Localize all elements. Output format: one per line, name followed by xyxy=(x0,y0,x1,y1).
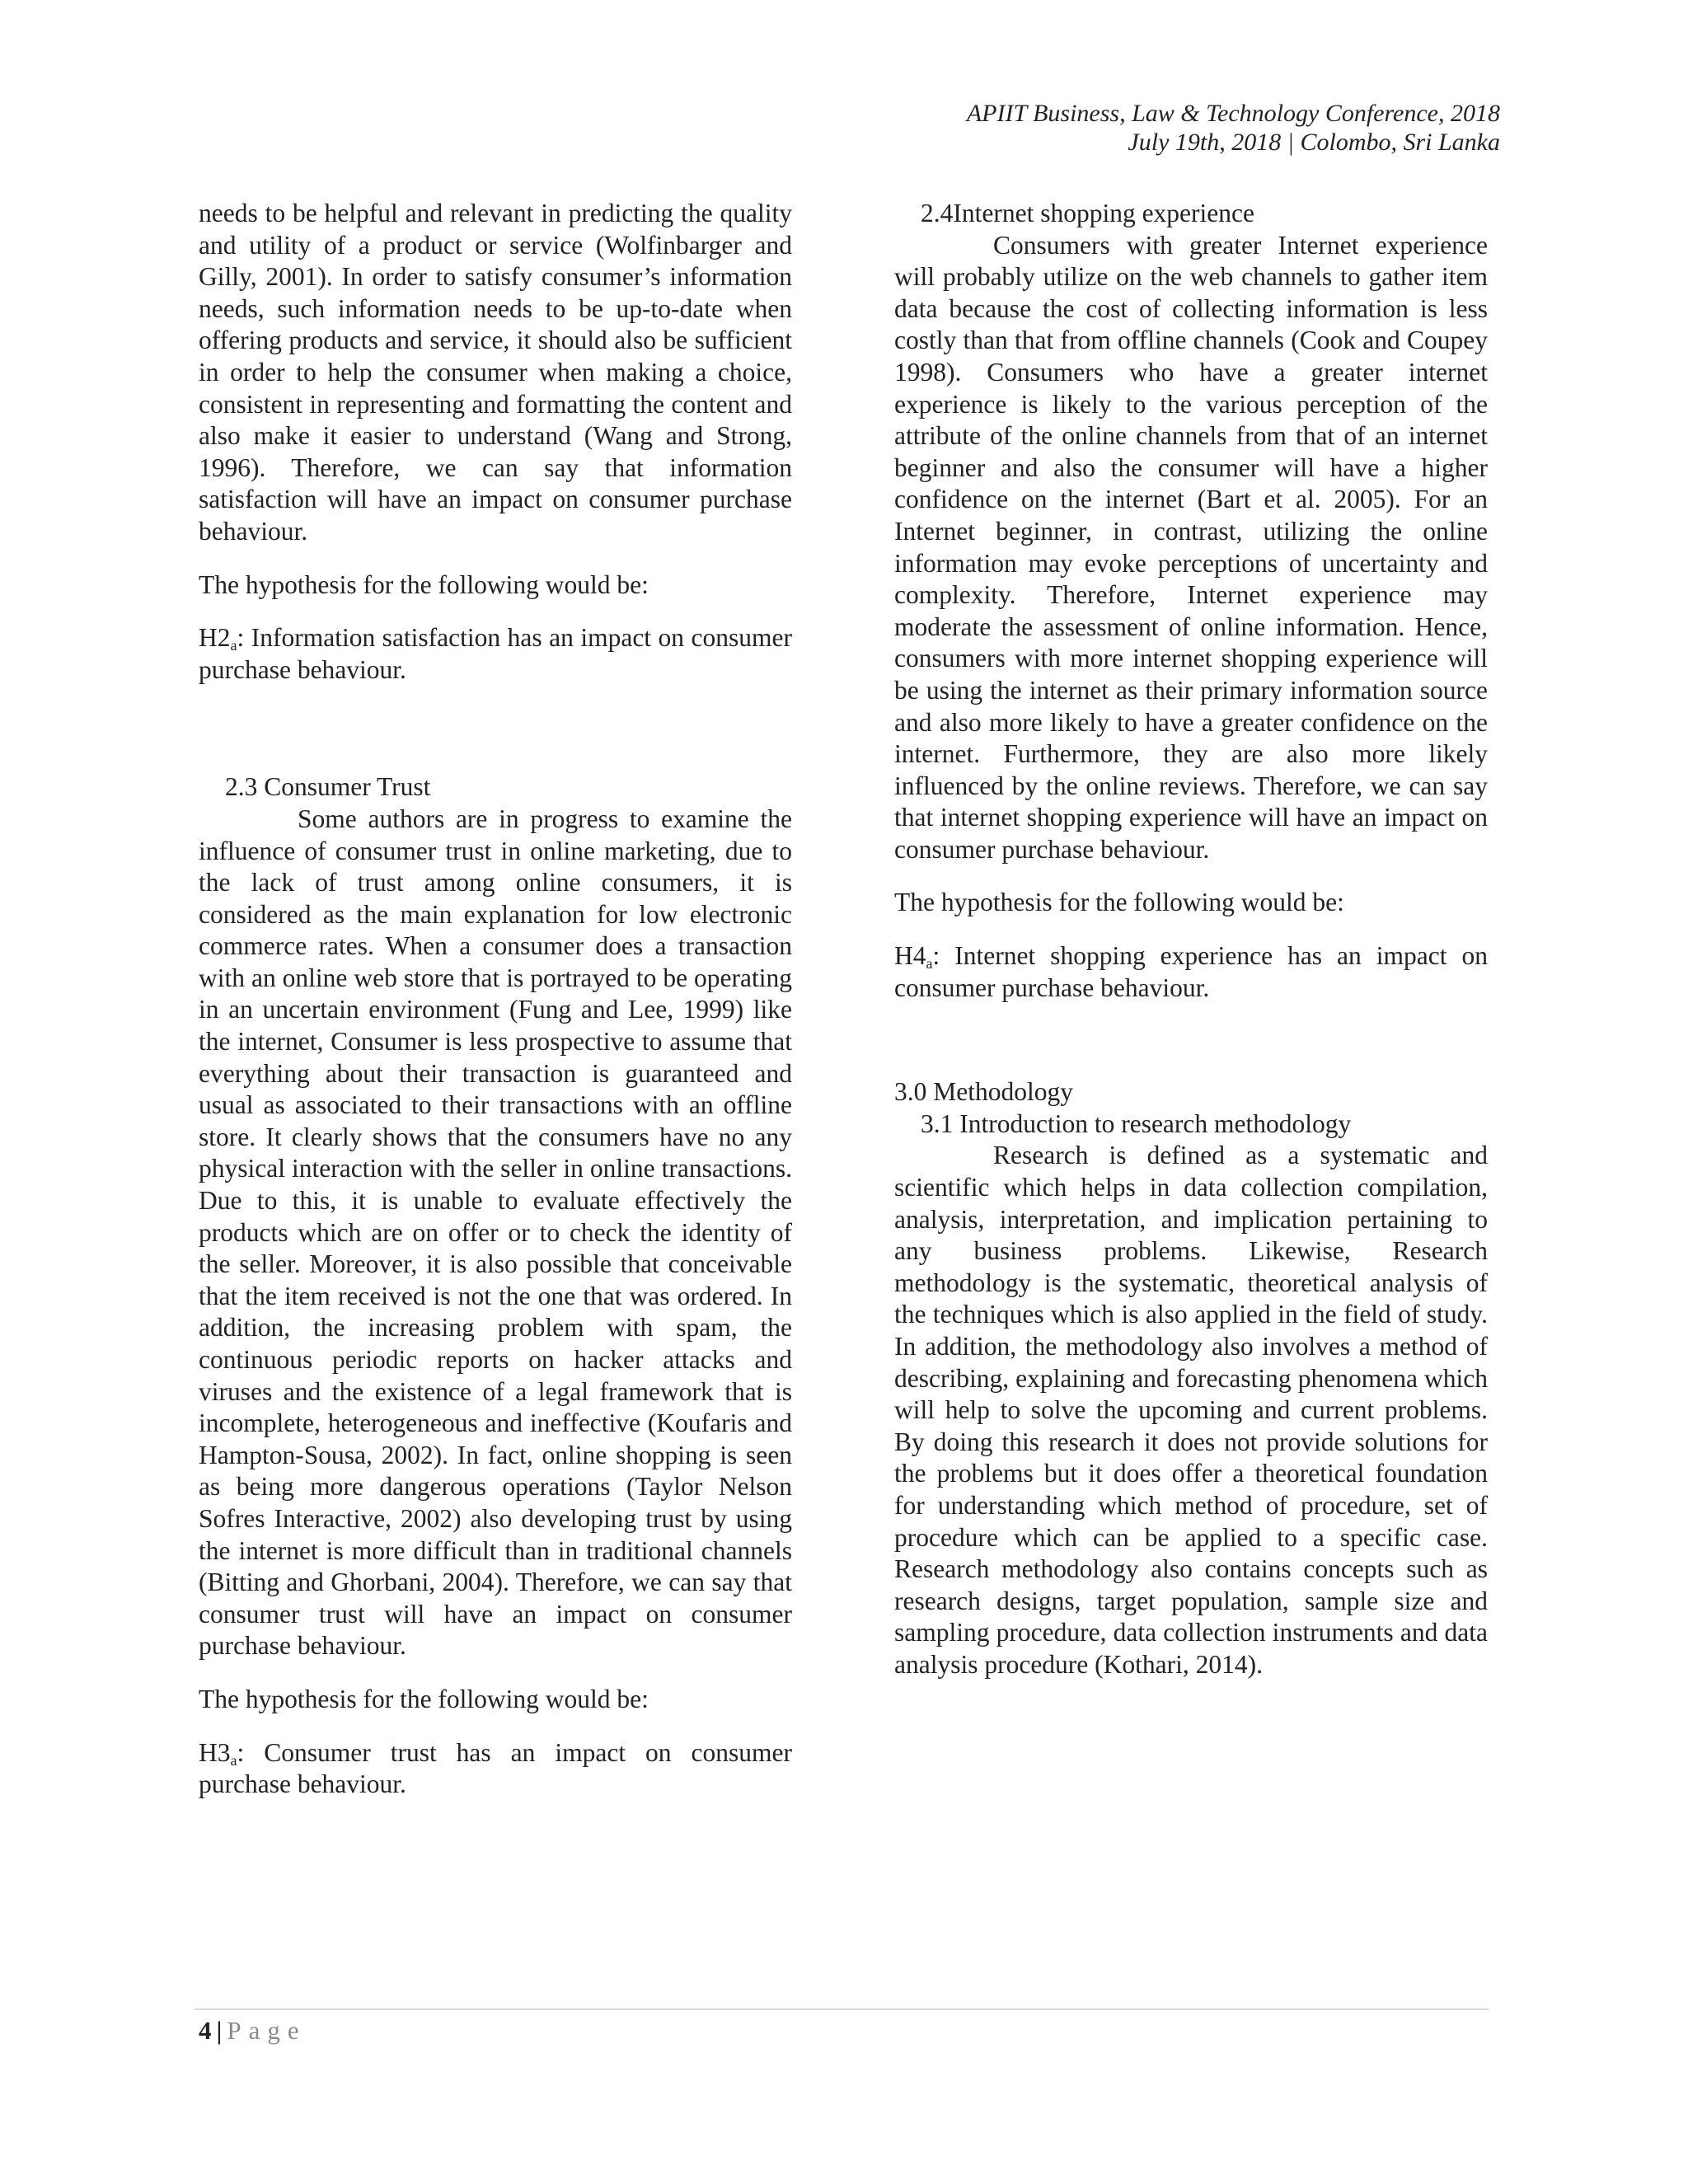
internet-experience-paragraph: Consumers with greater Internet experience will probably utilize on the web channels to gather item data because the cost of collecting information is less costly than that from offline channels (Cook and Coupey 1998). Consumers who have a greater internet experience is likely to the various perception of the attribute of the online channels from that of an internet beginner and also the consumer will have a higher confidence on the internet (Bart et al. 2005). For an Internet beginner, in contrast, utilizing the online information may evoke perceptions of uncertainty and complexity. Therefore, Internet experience may moderate the assessment of online information. Hence, consumers with more internet shopping experience will be using the internet as their primary information source and also more likely to have a greater confidence on the internet. Furthermore, they are also more likely influenced by the online reviews. Therefore, we can say that internet shopping experience will have an impact on consumer purchase behaviour. xyxy=(894,230,1488,864)
spacer xyxy=(894,1004,1488,1076)
hypothesis-h2 xyxy=(199,622,792,686)
section-heading-3-1: 3.1 Introduction to research methodology xyxy=(921,1108,1352,1138)
hypothesis-h4 xyxy=(894,940,1488,1004)
page-label: Page xyxy=(227,2016,307,2045)
hypothesis-intro-h2: The hypothesis for the following would be: xyxy=(199,569,649,599)
hypothesis-h4-label: H4 xyxy=(894,941,926,971)
hypothesis-intro-h3: The hypothesis for the following would be: xyxy=(199,1684,649,1713)
research-methodology-paragraph: Research is defined as a systematic and scientific which helps in data collection compilation, analysis, interpretation, and implication pertaining to any business problems. Likewise, Research methodology is the systematic, theoretical analysis of the techniques which is also applied in the field of study. In addition, the methodology also involves a method of describing, explaining and forecasting phenomena which will help to solve the upcoming and current problems. By doing this research it does not provide solutions for the problems but it does offer a theoretical foundation for understanding which method of procedure, set of procedure which can be applied to a specific case. Research methodology also contains concepts such as research designs, target population, sample size and sampling procedure, data collection instruments and data analysis procedure (Kothari, 2014). xyxy=(894,1141,1488,1679)
footer-divider xyxy=(195,2008,1489,2010)
hypothesis-h3-subscript: a xyxy=(230,1751,237,1769)
hypothesis-h2-subscript: a xyxy=(230,637,237,654)
hypothesis-h4-subscript: a xyxy=(926,955,933,972)
section-heading-2-4: 2.4Internet shopping experience xyxy=(921,199,1254,227)
right-column xyxy=(894,198,1488,1681)
section-heading-2-3: 2.3 Consumer Trust xyxy=(225,772,431,802)
page-separator: | xyxy=(216,2016,223,2045)
page-number: 4 xyxy=(199,2016,212,2045)
section-heading-3-0: 3.0 Methodology xyxy=(894,1077,1073,1107)
left-column xyxy=(199,198,792,1801)
page-footer xyxy=(199,2014,307,2047)
hypothesis-h4-text: : Internet shopping experience has an impact on consumer purchase behaviour. xyxy=(894,941,1488,1002)
left-paragraph-1: needs to be helpful and relevant in predicting the quality and utility of a product or service (Wolfinbarger and Gilly, 2001). In order to satisfy consumer’s information needs, such information needs to be up-to-date when offering products and service, it should also be sufficient in order to help the consumer when making a choice, consistent in representing and formatting the content and also make it easier to understand (Wang and Strong, 1996). Therefore, we can say that information satisfaction will have an impact on consumer purchase behaviour. xyxy=(199,199,792,546)
conference-title: APIIT Business, Law & Technology Conference, 2018 xyxy=(966,100,1500,127)
conference-date-location: July 19th, 2018 | Colombo, Sri Lanka xyxy=(1128,129,1500,156)
hypothesis-intro-h4: The hypothesis for the following would be: xyxy=(894,888,1344,917)
hypothesis-h2-label: H2 xyxy=(199,623,231,653)
hypothesis-h3-text: : Consumer trust has an impact on consumer purchase behaviour. xyxy=(199,1737,792,1799)
conference-header xyxy=(511,99,1500,157)
hypothesis-h3 xyxy=(199,1737,792,1801)
consumer-trust-paragraph: Some authors are in progress to examine the influence of consumer trust in online marketing, due to the lack of trust among online consumers, it is considered as the main explanation for low electronic commerce rates. When a consumer does a transaction with an online web store that is portrayed to be operating in an uncertain environment (Fung and Lee, 1999) like the internet, Consumer is less prospective to assume that everything about their transaction is guaranteed and usual as associated to their transactions with an offline store. It clearly shows that the consumers have no any physical interaction with the seller in online transactions. Due to this, it is unable to evaluate effectively the products which are on offer or to check the identity of the seller. Moreover, it is also possible that conceivable that the item received is not the one that was ordered. In addition, the increasing problem with spam, the continuous periodic reports on hacker attacks and viruses and the existence of a legal framework that is incomplete, heterogeneous and ineffective (Koufaris and Hampton-Sousa, 2002). In fact, online shopping is seen as being more dangerous operations (Taylor Nelson Sofres Interactive, 2002) also developing trust by using the internet is more difficult than in traditional channels (Bitting and Ghorbani, 2004). Therefore, we can say that consumer trust will have an impact on consumer purchase behaviour. xyxy=(199,804,792,1661)
hypothesis-h3-label: H3 xyxy=(199,1737,231,1767)
hypothesis-h2-text: : Information satisfaction has an impact on consumer purchase behaviour. xyxy=(199,623,792,684)
spacer xyxy=(199,686,792,771)
